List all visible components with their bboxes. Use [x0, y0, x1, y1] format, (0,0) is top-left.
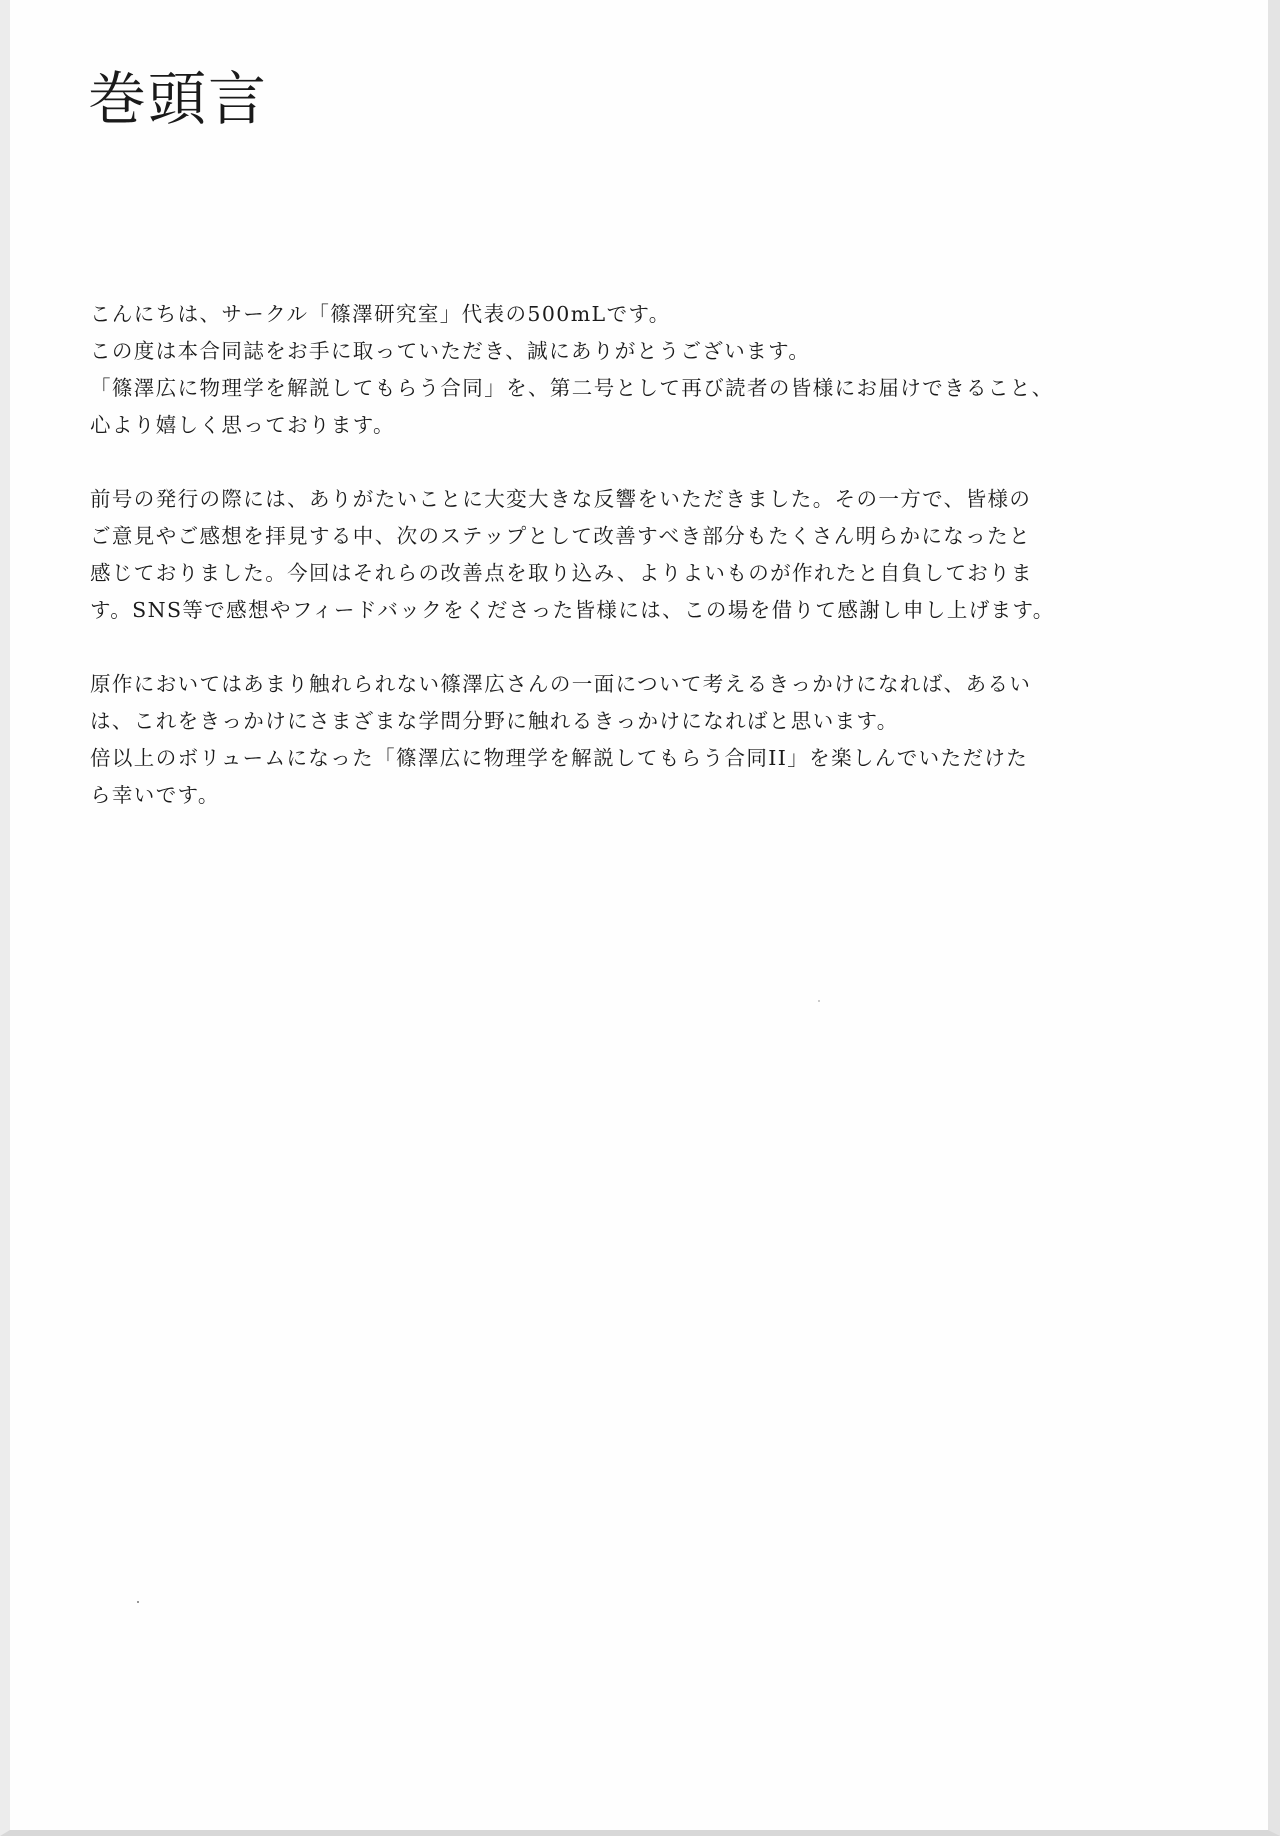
paragraph-line: 倍以上のボリュームになった「篠澤広に物理学を解説してもらう合同II」を楽しんでいただけた [90, 746, 1029, 770]
paragraph-line: ら幸いです。 [90, 783, 220, 807]
paragraph-line: ご意見やご感想を拝見する中、次のステップとして改善すべき部分もたくさん明らかになったと [90, 524, 1031, 548]
paragraph-1 [90, 296, 1054, 444]
paragraph-3 [90, 666, 1032, 814]
paragraph-line: 原作においてはあまり触れられない篠澤広さんの一面について考えるきっかけになれば、あるい [90, 672, 1032, 696]
preface-body [90, 296, 1055, 851]
page-title: 巻頭言 [88, 65, 269, 133]
paragraph-line: は、これをきっかけにさまざまな学問分野に触れるきっかけになればと思います。 [90, 709, 899, 733]
paragraph-line: 感じておりました。今回はそれらの改善点を取り込み、よりよいものが作れたと自負しておりま [90, 561, 1033, 585]
paragraph-line: 「篠澤広に物理学を解説してもらう合同」を、第二号として再び読者の皆様にお届けできること、 [90, 376, 1054, 400]
scan-speck [137, 1601, 139, 1603]
paragraph-line: 前号の発行の際には、ありがたいことに大変大きな反響をいただきました。その一方で、皆様の [90, 487, 1032, 511]
scan-speck [818, 1000, 820, 1002]
paragraph-line: す。SNS等で感想やフィードバックをくださった皆様には、この場を借りて感謝し申し上げます。 [90, 598, 1055, 622]
paragraph-2 [90, 481, 1055, 629]
paragraph-line: 心より嬉しく思っております。 [90, 413, 395, 437]
paragraph-line: この度は本合同誌をお手に取っていただき、誠にありがとうございます。 [90, 339, 811, 363]
paragraph-line: こんにちは、サークル「篠澤研究室」代表の500mLです。 [90, 302, 671, 326]
